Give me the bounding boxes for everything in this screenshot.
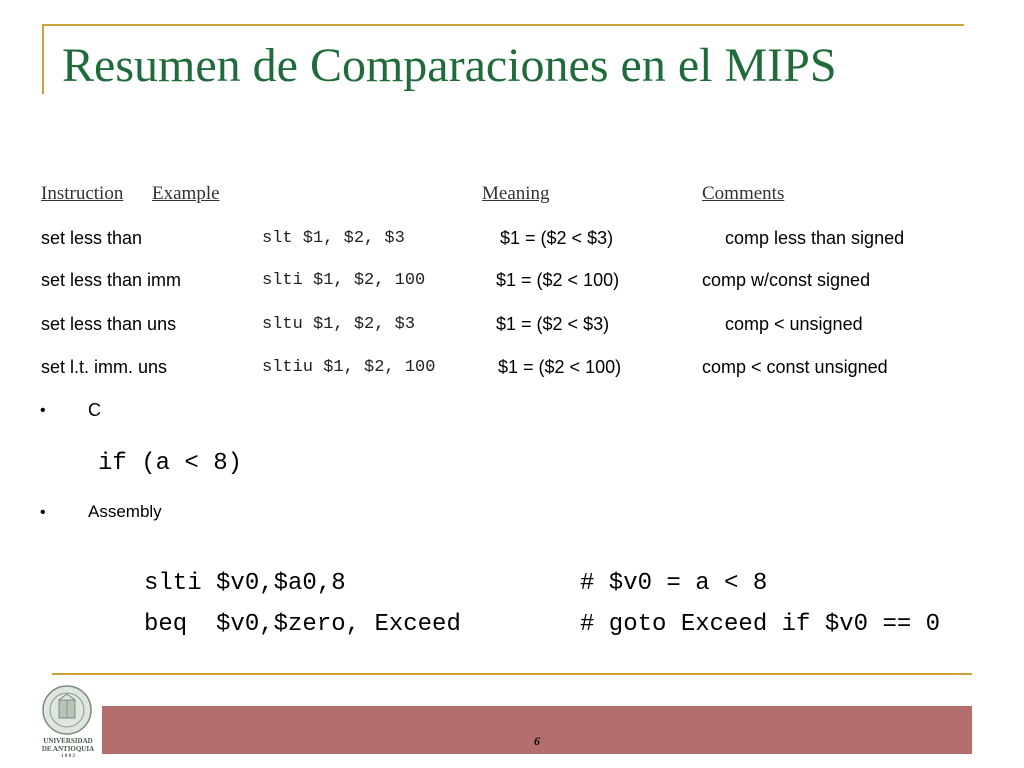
footer-line bbox=[52, 673, 972, 675]
left-frame-line bbox=[42, 24, 44, 94]
row-comment: comp w/const signed bbox=[702, 270, 871, 290]
footer-bar bbox=[102, 706, 972, 754]
row-instruction: set less than bbox=[41, 228, 143, 248]
row-example: slt $1, $2, $3 bbox=[262, 229, 405, 248]
page-number: 6 bbox=[534, 734, 540, 748]
row-example: sltu $1, $2, $3 bbox=[262, 315, 416, 334]
row-instruction: set less than uns bbox=[41, 314, 177, 334]
c-code-line: if (a < 8) bbox=[98, 450, 243, 477]
asm-instruction: beq $v0,$zero, Exceed bbox=[144, 611, 461, 638]
row-instruction: set less than imm bbox=[41, 270, 182, 290]
logo-text-line2: DE ANTIOQUIA bbox=[41, 745, 95, 753]
header-instruction: Instruction bbox=[41, 183, 124, 204]
row-comment: comp < unsigned bbox=[725, 314, 863, 334]
bullet-c-label: C bbox=[88, 400, 101, 420]
row-meaning: $1 = ($2 < 100) bbox=[496, 270, 620, 290]
logo-year: 1 8 0 3 bbox=[61, 754, 75, 759]
logo-text-line1: UNIVERSIDAD bbox=[43, 737, 93, 745]
row-comment: comp less than signed bbox=[725, 228, 905, 248]
header-comments: Comments bbox=[702, 183, 785, 204]
row-meaning: $1 = ($2 < $3) bbox=[496, 314, 610, 334]
asm-comment: # goto Exceed if $v0 == 0 bbox=[580, 611, 941, 638]
bullet-assembly-dot: • bbox=[40, 504, 46, 521]
row-example: sltiu $1, $2, 100 bbox=[262, 358, 436, 377]
asm-instruction: slti $v0,$a0,8 bbox=[144, 570, 346, 597]
slide-title: Resumen de Comparaciones en el MIPS bbox=[62, 39, 837, 92]
row-meaning: $1 = ($2 < $3) bbox=[500, 228, 614, 248]
row-instruction: set l.t. imm. uns bbox=[41, 357, 168, 377]
row-example: slti $1, $2, 100 bbox=[262, 271, 426, 290]
header-example: Example bbox=[152, 183, 220, 204]
row-meaning: $1 = ($2 < 100) bbox=[498, 357, 622, 377]
bullet-assembly-label: Assembly bbox=[88, 502, 162, 521]
header-meaning: Meaning bbox=[482, 183, 550, 204]
asm-comment: # $v0 = a < 8 bbox=[580, 570, 768, 597]
row-comment: comp < const unsigned bbox=[702, 357, 888, 377]
top-frame-line bbox=[42, 24, 964, 26]
bullet-c-dot: • bbox=[40, 402, 46, 419]
